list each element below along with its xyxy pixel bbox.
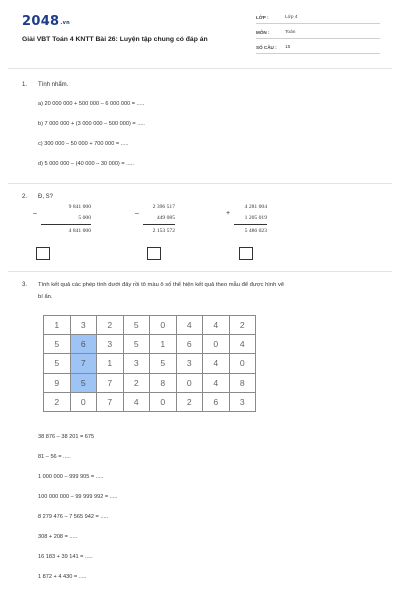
number-grid xyxy=(43,315,256,412)
answer-box-3[interactable] xyxy=(239,247,253,260)
grid-cell[interactable]: 7 xyxy=(70,354,97,373)
meta-row-question-count xyxy=(256,45,380,54)
question-3-line: 308 + 208 = ..... xyxy=(38,534,78,540)
grid-cell[interactable]: 1 xyxy=(44,316,71,335)
grid-cell[interactable]: 1 xyxy=(97,354,124,373)
section-divider xyxy=(8,68,392,69)
question-3-line: 81 – 56 = ..... xyxy=(38,454,71,460)
calc-bottom-operand: 5 000 xyxy=(78,215,91,221)
question-3-line: 1 872 + 4 430 = ..... xyxy=(38,574,87,580)
grid-cell[interactable]: 6 xyxy=(70,335,97,354)
grid-cell[interactable]: 0 xyxy=(176,373,203,392)
question-2-prompt: Đ, S? xyxy=(38,194,54,200)
logo-main-text: 2048 xyxy=(22,14,60,29)
grid-cell[interactable]: 0 xyxy=(150,316,177,335)
grid-cell[interactable]: 4 xyxy=(229,335,256,354)
meta-value: Lớp 4 xyxy=(285,15,298,20)
question-1-item-c: c) 300 000 – 50 000 + 700 000 = ..... xyxy=(38,141,129,147)
grid-cell[interactable]: 7 xyxy=(97,392,124,411)
section-divider xyxy=(8,183,392,184)
calc-underline xyxy=(143,224,175,225)
grid-row xyxy=(44,392,256,411)
grid-cell[interactable]: 6 xyxy=(176,335,203,354)
grid-cell[interactable]: 0 xyxy=(203,335,230,354)
grid-row xyxy=(44,354,256,373)
grid-cell[interactable]: 3 xyxy=(229,392,256,411)
meta-row-class xyxy=(256,15,380,24)
grid-cell[interactable]: 5 xyxy=(70,373,97,392)
meta-value: 15 xyxy=(285,45,291,50)
grid-row xyxy=(44,335,256,354)
answer-box-2[interactable] xyxy=(147,247,161,260)
calc-top-operand: 2 396 517 xyxy=(152,204,175,210)
section-divider xyxy=(8,271,392,272)
calc-underline xyxy=(41,224,91,225)
meta-key: MÔN : xyxy=(256,30,270,35)
column-calc-2 xyxy=(135,204,175,244)
question-3-line: 100 000 000 – 99 999 992 = ..... xyxy=(38,494,118,500)
meta-row-subject xyxy=(256,30,380,39)
question-3-line: 16 183 + 39 141 = ..... xyxy=(38,554,93,560)
question-1-item-d: d) 5 000 000 – (40 000 – 30 000) = ..... xyxy=(38,161,134,167)
grid-cell[interactable]: 2 xyxy=(44,392,71,411)
grid-cell[interactable]: 1 xyxy=(150,335,177,354)
grid-cell[interactable]: 5 xyxy=(123,335,150,354)
calc-bottom-operand: 1 205 019 xyxy=(244,215,267,221)
answer-box-1[interactable] xyxy=(36,247,50,260)
grid-cell[interactable]: 2 xyxy=(176,392,203,411)
calc-top-operand: 9 841 000 xyxy=(68,204,91,210)
calc-operator: – xyxy=(135,210,139,217)
grid-cell[interactable]: 2 xyxy=(229,316,256,335)
document-title: Giải VBT Toán 4 KNTT Bài 26: Luyện tập chung có đáp án xyxy=(22,36,208,43)
column-calc-1 xyxy=(33,204,91,244)
question-3-line: 8 279 476 – 7 565 942 = ..... xyxy=(38,514,109,520)
grid-cell[interactable]: 6 xyxy=(203,392,230,411)
question-3-number: 3. xyxy=(22,282,28,288)
grid-cell[interactable]: 9 xyxy=(44,373,71,392)
grid-cell[interactable]: 4 xyxy=(176,316,203,335)
grid-row xyxy=(44,373,256,392)
calc-bottom-operand: 449 085 xyxy=(156,215,175,221)
grid-cell[interactable]: 2 xyxy=(97,316,124,335)
calc-result: 4 841 000 xyxy=(68,228,91,234)
site-logo[interactable] xyxy=(22,14,70,29)
grid-cell[interactable]: 0 xyxy=(150,392,177,411)
grid-cell[interactable]: 8 xyxy=(229,373,256,392)
grid-cell[interactable]: 3 xyxy=(176,354,203,373)
grid-cell[interactable]: 7 xyxy=(97,373,124,392)
grid-cell[interactable]: 8 xyxy=(150,373,177,392)
question-1-number: 1. xyxy=(22,82,28,88)
column-calc-3 xyxy=(226,204,267,244)
question-3-line: 38 876 – 38 201 = 675 xyxy=(38,434,95,440)
logo-suffix-text: .vn xyxy=(60,20,71,26)
grid-cell[interactable]: 3 xyxy=(123,354,150,373)
grid-cell[interactable]: 2 xyxy=(123,373,150,392)
question-1-item-b: b) 7 000 000 + (3 000 000 – 500 000) = ..... xyxy=(38,121,145,127)
calc-result: 5 486 023 xyxy=(244,228,267,234)
calc-result: 2 153 572 xyxy=(152,228,175,234)
grid-cell[interactable]: 0 xyxy=(70,392,97,411)
question-3-line: 1 000 000 – 999 905 = ..... xyxy=(38,474,104,480)
meta-value: Toán xyxy=(285,30,296,35)
grid-cell[interactable]: 4 xyxy=(203,373,230,392)
question-1-item-a: a) 20 000 000 + 500 000 – 6 000 000 = ..... xyxy=(38,101,145,107)
calc-top-operand: 4 281 004 xyxy=(244,204,267,210)
meta-key: SỐ CÂU : xyxy=(256,45,277,50)
grid-cell[interactable]: 5 xyxy=(150,354,177,373)
grid-cell[interactable]: 5 xyxy=(44,354,71,373)
grid-cell[interactable]: 4 xyxy=(203,354,230,373)
calc-operator: – xyxy=(33,210,37,217)
grid-cell[interactable]: 3 xyxy=(97,335,124,354)
grid-cell[interactable]: 3 xyxy=(70,316,97,335)
meta-key: LỚP : xyxy=(256,15,269,20)
question-3-prompt-line-1: Tính kết quả các phép tính dưới đây rồi tô màu ô số thể hiện kết quả theo mẫu để được hình vẽ xyxy=(38,282,285,288)
question-1-prompt: Tính nhẩm. xyxy=(38,82,69,88)
grid-cell[interactable]: 5 xyxy=(44,335,71,354)
grid-cell[interactable]: 0 xyxy=(229,354,256,373)
question-2-number: 2. xyxy=(22,194,28,200)
grid-cell[interactable]: 5 xyxy=(123,316,150,335)
calc-operator: + xyxy=(226,210,231,217)
question-3-prompt-line-2: bí ẩn. xyxy=(38,294,53,300)
grid-cell[interactable]: 4 xyxy=(203,316,230,335)
grid-row xyxy=(44,316,256,335)
calc-underline xyxy=(234,224,267,225)
grid-cell[interactable]: 4 xyxy=(123,392,150,411)
